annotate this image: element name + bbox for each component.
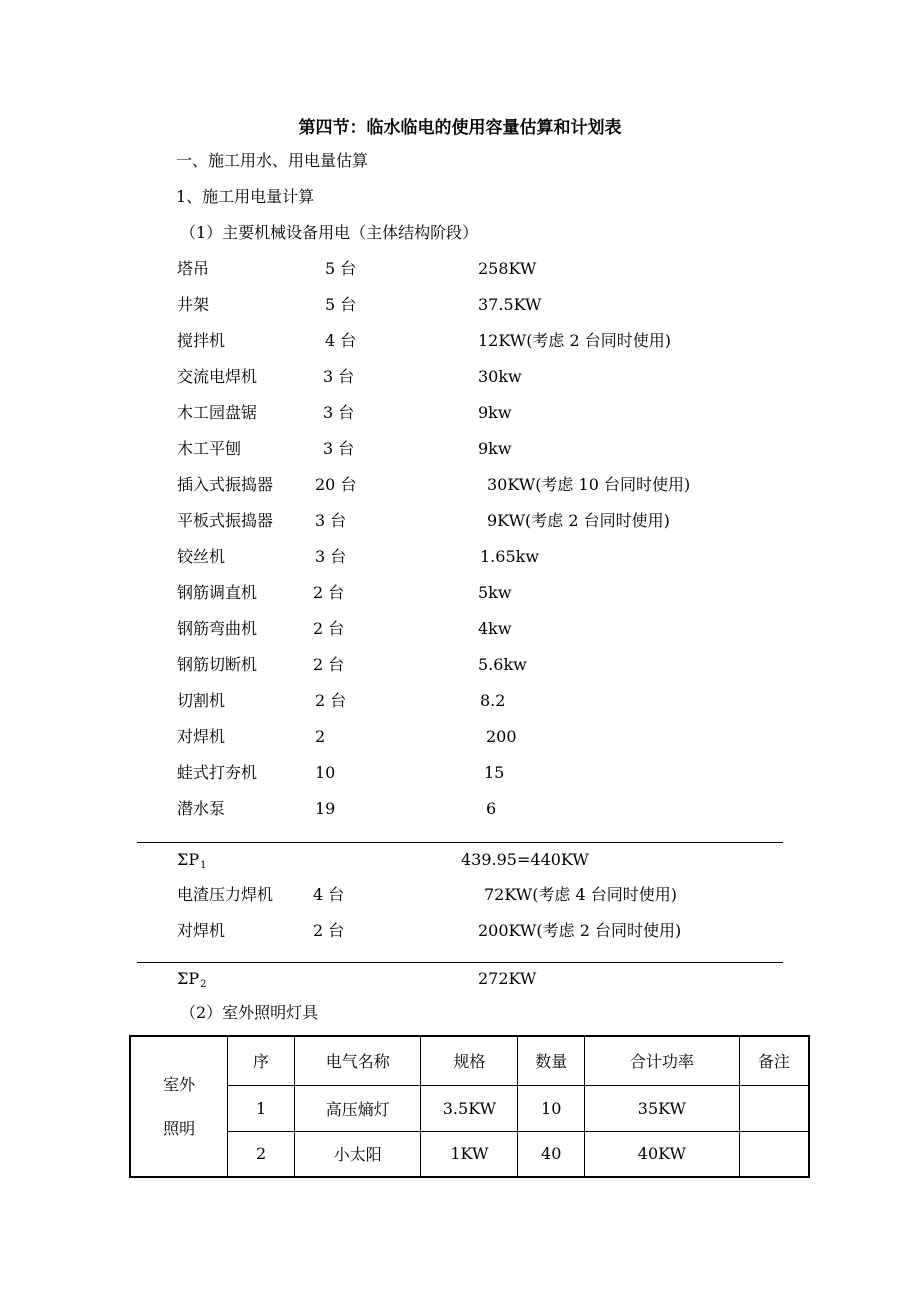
equipment-power: 200 xyxy=(486,727,517,746)
heading-power-calc: 1、施工用电量计算 xyxy=(176,187,315,206)
equipment-name: 切割机 xyxy=(177,691,226,710)
equipment-name: 木工园盘锯 xyxy=(177,403,258,422)
equipment-qty: 5 台 xyxy=(325,295,357,314)
equipment-name: 铰丝机 xyxy=(177,547,226,566)
equipment-power: 9kw xyxy=(478,439,512,458)
equipment-qty: 20 台 xyxy=(315,475,357,494)
page-title: 第四节：临水临电的使用容量估算和计划表 xyxy=(298,118,622,138)
equipment-qty: 19 xyxy=(315,799,336,818)
equipment-qty: 3 台 xyxy=(315,547,347,566)
equipment-power: 12KW(考虑 2 台同时使用) xyxy=(478,331,672,350)
equipment-qty: 2 台 xyxy=(313,921,345,940)
equipment-power: 8.2 xyxy=(480,691,506,710)
equipment-name: 对焊机 xyxy=(177,727,226,746)
equipment-name: 木工平刨 xyxy=(177,439,242,458)
equipment-qty: 3 台 xyxy=(323,367,355,386)
header-cell: 电气名称 xyxy=(294,1036,421,1085)
table-cell: 2 xyxy=(228,1131,295,1177)
equipment-power: 9KW(考虑 2 台同时使用) xyxy=(487,511,670,530)
equipment-name: 交流电焊机 xyxy=(177,367,258,386)
header-cell: 备注 xyxy=(739,1036,809,1085)
sum-value-1: 439.95=440KW xyxy=(461,850,589,869)
table-cell: 1KW xyxy=(421,1131,518,1177)
equipment-qty: 4 台 xyxy=(313,885,345,904)
equipment-power: 9kw xyxy=(478,403,512,422)
table-cell: 40 xyxy=(518,1131,585,1177)
sum-label-1: $\Sigma P_1$ xyxy=(177,850,207,871)
table-cell xyxy=(739,1085,809,1131)
equipment-power: 37.5KW xyxy=(478,295,542,314)
equipment-power: 72KW(考虑 4 台同时使用) xyxy=(484,885,678,904)
table-cell: 高压熵灯 xyxy=(294,1085,421,1131)
heading-water-power-estimate: 一、施工用水、用电量估算 xyxy=(176,151,369,170)
table-cell: 10 xyxy=(518,1085,585,1131)
outdoor-lighting-table xyxy=(129,1035,810,1178)
equipment-name: 搅拌机 xyxy=(177,331,226,350)
table-header-row xyxy=(130,1036,809,1085)
heading-main-equipment: （1）主要机械设备用电（主体结构阶段） xyxy=(180,223,479,242)
equipment-name: 塔吊 xyxy=(177,259,210,278)
header-cell: 序 xyxy=(228,1036,295,1085)
sum-divider-2 xyxy=(137,962,783,963)
equipment-power: 30kw xyxy=(478,367,522,386)
table-cell xyxy=(739,1131,809,1177)
table-cell: 40KW xyxy=(585,1131,740,1177)
table-cell: 1 xyxy=(228,1085,295,1131)
table-cell: 3.5KW xyxy=(421,1085,518,1131)
table-cell: 35KW xyxy=(585,1085,740,1131)
equipment-qty: 10 xyxy=(315,763,336,782)
table-cell: 小太阳 xyxy=(294,1131,421,1177)
sum-divider-1 xyxy=(137,842,783,843)
equipment-name: 蛙式打夯机 xyxy=(177,763,258,782)
table-row xyxy=(130,1085,809,1131)
equipment-name: 平板式振捣器 xyxy=(177,511,274,530)
equipment-power: 6 xyxy=(486,799,497,818)
equipment-name: 电渣压力焊机 xyxy=(177,885,274,904)
equipment-name: 对焊机 xyxy=(177,921,226,940)
equipment-qty: 3 台 xyxy=(315,511,347,530)
equipment-power: 200KW(考虑 2 台同时使用) xyxy=(478,921,682,940)
table-row xyxy=(130,1131,809,1177)
sum-value-2: 272KW xyxy=(478,969,537,988)
equipment-power: 5.6kw xyxy=(478,655,527,674)
equipment-name: 井架 xyxy=(177,295,210,314)
heading-outdoor-lighting: （2）室外照明灯具 xyxy=(180,1003,319,1022)
equipment-qty: 2 xyxy=(315,727,326,746)
header-cell: 规格 xyxy=(421,1036,518,1085)
row-group-label: 室外 照明 xyxy=(130,1036,228,1177)
equipment-power: 15 xyxy=(484,763,505,782)
equipment-qty: 2 台 xyxy=(313,583,345,602)
equipment-power: 5kw xyxy=(478,583,512,602)
equipment-power: 4kw xyxy=(478,619,512,638)
equipment-name: 钢筋切断机 xyxy=(177,655,258,674)
equipment-name: 插入式振捣器 xyxy=(177,475,274,494)
equipment-qty: 2 台 xyxy=(315,691,347,710)
equipment-qty: 3 台 xyxy=(323,439,355,458)
equipment-qty: 4 台 xyxy=(325,331,357,350)
equipment-power: 30KW(考虑 10 台同时使用) xyxy=(487,475,691,494)
equipment-name: 潜水泵 xyxy=(177,799,226,818)
equipment-name: 钢筋调直机 xyxy=(177,583,258,602)
header-cell: 数量 xyxy=(518,1036,585,1085)
equipment-qty: 2 台 xyxy=(313,619,345,638)
equipment-qty: 5 台 xyxy=(325,259,357,278)
header-cell: 合计功率 xyxy=(585,1036,740,1085)
equipment-qty: 2 台 xyxy=(313,655,345,674)
sum-label-2: $\Sigma P_2$ xyxy=(177,969,207,990)
equipment-qty: 3 台 xyxy=(323,403,355,422)
equipment-power: 258KW xyxy=(478,259,537,278)
equipment-name: 钢筋弯曲机 xyxy=(177,619,258,638)
equipment-power: 1.65kw xyxy=(480,547,540,566)
